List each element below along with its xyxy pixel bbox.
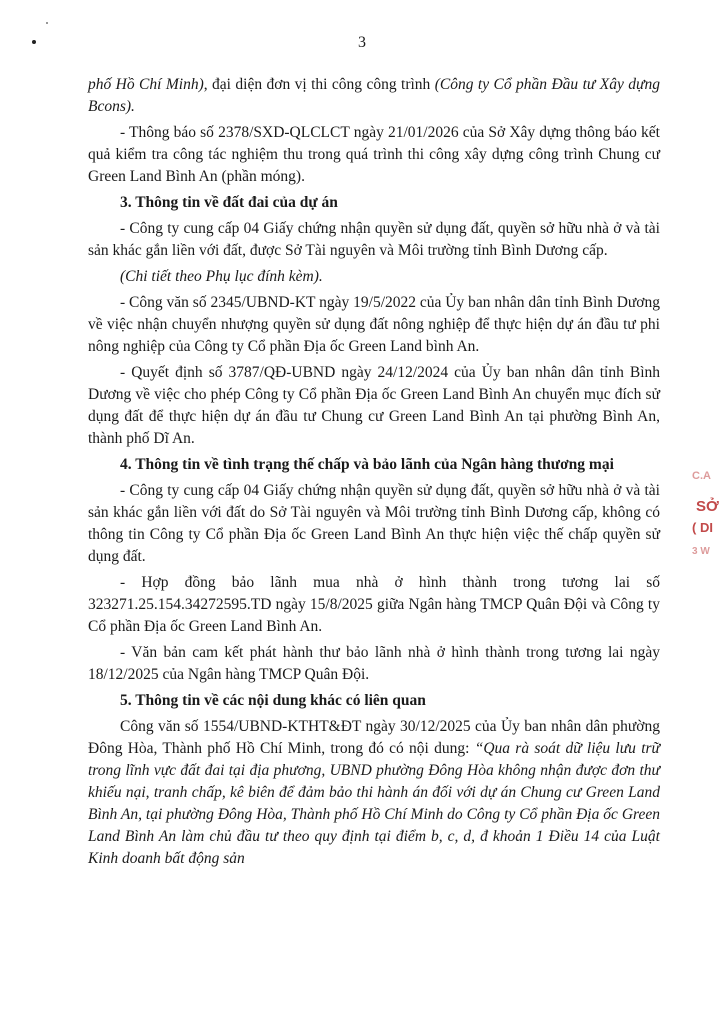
stamp-text: C.A [692, 470, 711, 482]
paragraph: - Công văn số 2345/UBND-KT ngày 19/5/2022 của Ủy ban nhân dân tỉnh Bình Dương về việc nhận chuyển nhượng quyền sử dụng đất nông nghiệp để thực hiện dự án đầu tư phi nông nghiệp của Công ty Cổ phần Địa ốc Green Land bình An. [88, 294, 660, 355]
document-body [88, 74, 660, 874]
text-run: , đại diện đơn vị thi công công trình [203, 76, 435, 93]
paragraph [88, 716, 660, 870]
page-number: 3 [358, 34, 366, 51]
paragraph [88, 74, 660, 118]
stamp-text: SỞ [696, 498, 719, 515]
italic-text: “Qua rà soát dữ liệu lưu trữ trong lĩnh vực đất đai tại địa phương, UBND phường Đông Hòa không nhận được đơn thư khiếu nại, tranh chấp, kê biên để đảm bảo thi hành án đối với dự án Chung cư Green Land Bình An, tại phường Đông Hòa, Thành phố Hồ Chí Minh do Công ty Cổ phần Địa ốc Green Land Bình An làm chủ đầu tư theo quy định tại điểm b, c, d, đ khoản 1 Điều 14 của Luật Kinh doanh bất động sản [88, 740, 660, 867]
section-heading: 4. Thông tin về tình trạng thế chấp và bảo lãnh của Ngân hàng thương mại [120, 456, 614, 473]
scan-speck [46, 22, 48, 24]
section-heading: 5. Thông tin về các nội dung khác có liên quan [120, 692, 426, 709]
stamp-text: ( DI [692, 520, 713, 535]
text-run: Công văn số 1554/UBND-KTHT&ĐT ngày 30/12/2025 của Ủy ban nhân dân phường Đông Hòa, Thành phố Hồ Chí Minh, trong đó có nội dung: [88, 718, 660, 757]
stamp-text: 3 W [692, 546, 710, 557]
paragraph: - Hợp đồng bảo lãnh mua nhà ở hình thành trong tương lai số 323271.25.154.34272595.TD ngày 15/8/2025 giữa Ngân hàng TMCP Quân Đội và Công ty Cổ phần Địa ốc Green Land Bình An. [88, 574, 660, 635]
paragraph: - Thông báo số 2378/SXD-QLCLCT ngày 21/01/2026 của Sở Xây dựng thông báo kết quả kiểm tra công tác nghiệm thu trong quá trình thi công xây dựng công trình Chung cư Green Land Bình An (phần móng). [88, 124, 660, 185]
paragraph: - Công ty cung cấp 04 Giấy chứng nhận quyền sử dụng đất, quyền sở hữu nhà ở và tài sản khác gắn liền với đất do Sở Tài nguyên và Môi trường tỉnh Bình Dương cấp, không có thông tin Công ty Cổ phần Địa ốc Green Land Bình An thực hiện việc thế chấp quyền sử dụng đất. [88, 482, 660, 565]
section-heading: 3. Thông tin về đất đai của dự án [120, 194, 338, 211]
red-stamp-fragment [688, 470, 724, 560]
paragraph: - Văn bản cam kết phát hành thư bảo lãnh nhà ở hình thành trong tương lai ngày 18/12/2025 của Ngân hàng TMCP Quân Đội. [88, 644, 660, 683]
paragraph: - Công ty cung cấp 04 Giấy chứng nhận quyền sử dụng đất, quyền sở hữu nhà ở và tài sản khác gắn liền với đất, được Sở Tài nguyên và Môi trường tỉnh Bình Dương cấp. [88, 220, 660, 259]
paragraph-note: (Chi tiết theo Phụ lục đính kèm). [120, 268, 323, 285]
italic-text: (Công ty Cổ phần Đầu tư Xây dựng Bcons). [88, 76, 660, 115]
italic-text: phố Hồ Chí Minh) [88, 76, 204, 93]
paragraph: - Quyết định số 3787/QĐ-UBND ngày 24/12/2024 của Ủy ban nhân dân tỉnh Bình Dương về việc cho phép Công ty Cổ phần Địa ốc Green Land Bình An chuyển mục đích sử dụng đất để thực hiện dự án đầu tư Chung cư Green Land Bình An tại phường Bình An, thành phố Dĩ An. [88, 364, 660, 447]
